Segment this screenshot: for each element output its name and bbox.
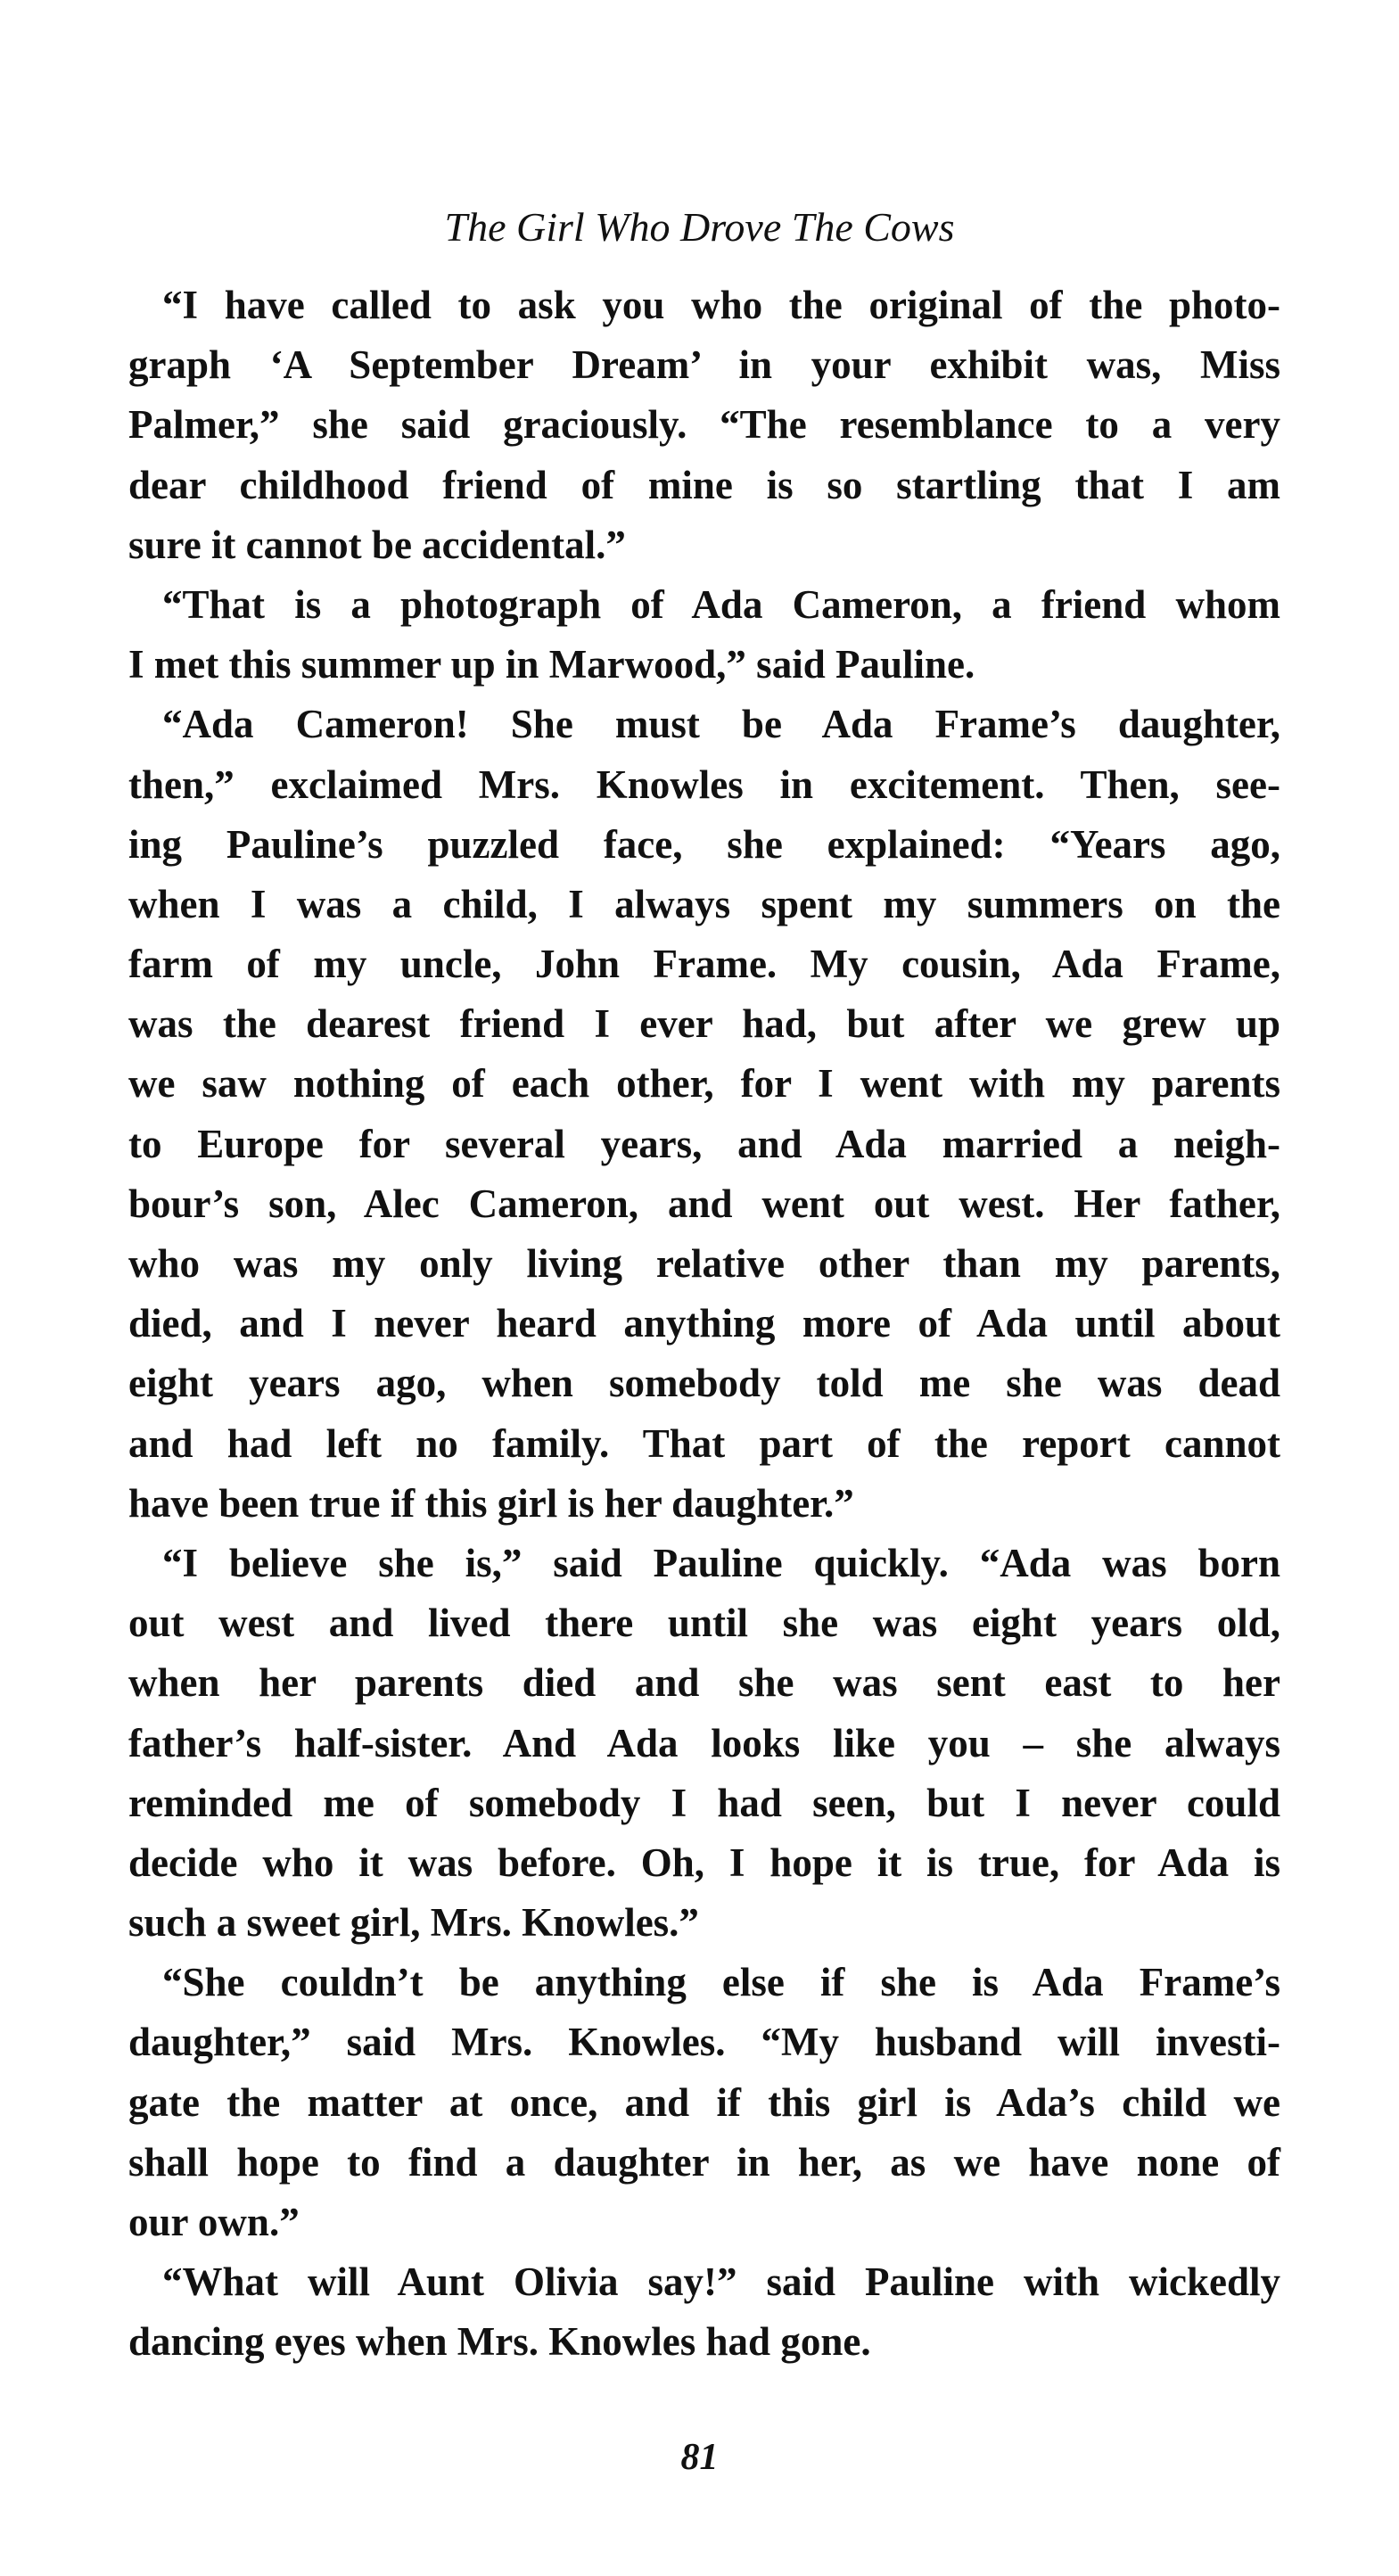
paragraph [128,276,1280,575]
text-line: then,” exclaimed Mrs. Knowles in excitement. Then, see- [128,761,1280,807]
text-line: daughter,” said Mrs. Knowles. “My husband will investi- [128,2020,1280,2065]
paragraph [128,1534,1280,1953]
text-line: have been true if this girl is her daughter.” [128,1480,854,1526]
text-line: farm of my uncle, John Frame. My cousin, Ada Frame, [128,942,1280,987]
paragraph [128,575,1280,695]
text-line: “Ada Cameron! She must be Ada Frame’s daughter, [162,702,1280,747]
text-line: who was my only living relative other than my parents, [128,1241,1280,1286]
text-line: died, and I never heard anything more of Ada until about [128,1301,1280,1346]
text-line: “I have called to ask you who the original of the photo- [162,283,1280,327]
paragraph [128,695,1280,1534]
text-line: graph ‘A September Dream’ in your exhibit was, Miss [128,342,1280,388]
text-line: to Europe for several years, and Ada married a neigh- [128,1121,1280,1166]
text-line: bour’s son, Alec Cameron, and went out west. Her father, [128,1181,1280,1226]
text-line: dear childhood friend of mine is so startling that I am [128,462,1280,507]
text-line: ing Pauline’s puzzled face, she explained: “Years ago, [128,821,1280,867]
text-line: “She couldn’t be anything else if she is Ada Frame’s [162,1960,1280,2005]
body-text [128,276,1280,2373]
page-number: 81 [680,2437,719,2478]
text-line: we saw nothing of each other, for I went with my parents [128,1061,1280,1107]
text-line: and had left no family. That part of the report cannot [128,1420,1280,1466]
text-line: our own.” [128,2200,300,2244]
paragraph [128,2252,1280,2372]
paragraph [128,1953,1280,2252]
text-line: “I believe she is,” said Pauline quickly. “Ada was born [162,1540,1280,1585]
text-line: sure it cannot be accidental.” [128,522,626,567]
text-line: such a sweet girl, Mrs. Knowles.” [128,1900,699,1946]
running-title: The Girl Who Drove The Cows [444,204,955,250]
text-line: “That is a photograph of Ada Cameron, a friend whom [162,581,1280,627]
text-line: reminded me of somebody I had seen, but I never could [128,1780,1280,1825]
text-line: father’s half-sister. And Ada looks like you – she always [128,1720,1280,1765]
text-line: gate the matter at once, and if this girl is Ada’s child we [128,2079,1280,2125]
text-line: “What will Aunt Olivia say!” said Pauline with wickedly [162,2259,1280,2305]
text-line: out west and lived there until she was eight years old, [128,1601,1280,1646]
text-line: shall hope to find a daughter in her, as we have none of [128,2139,1280,2185]
text-line: dancing eyes when Mrs. Knowles had gone. [128,2319,871,2365]
text-line: when I was a child, I always spent my summers on the [128,881,1280,926]
text-line: I met this summer up in Marwood,” said Pauline. [128,642,975,687]
text-line: eight years ago, when somebody told me she was dead [128,1361,1280,1406]
text-line: when her parents died and she was sent east to her [128,1660,1280,1706]
text-line: decide who it was before. Oh, I hope it is true, for Ada is [128,1839,1280,1885]
text-line: Palmer,” she said graciously. “The resemblance to a very [128,402,1280,448]
text-line: was the dearest friend I ever had, but after we grew up [128,1001,1280,1047]
